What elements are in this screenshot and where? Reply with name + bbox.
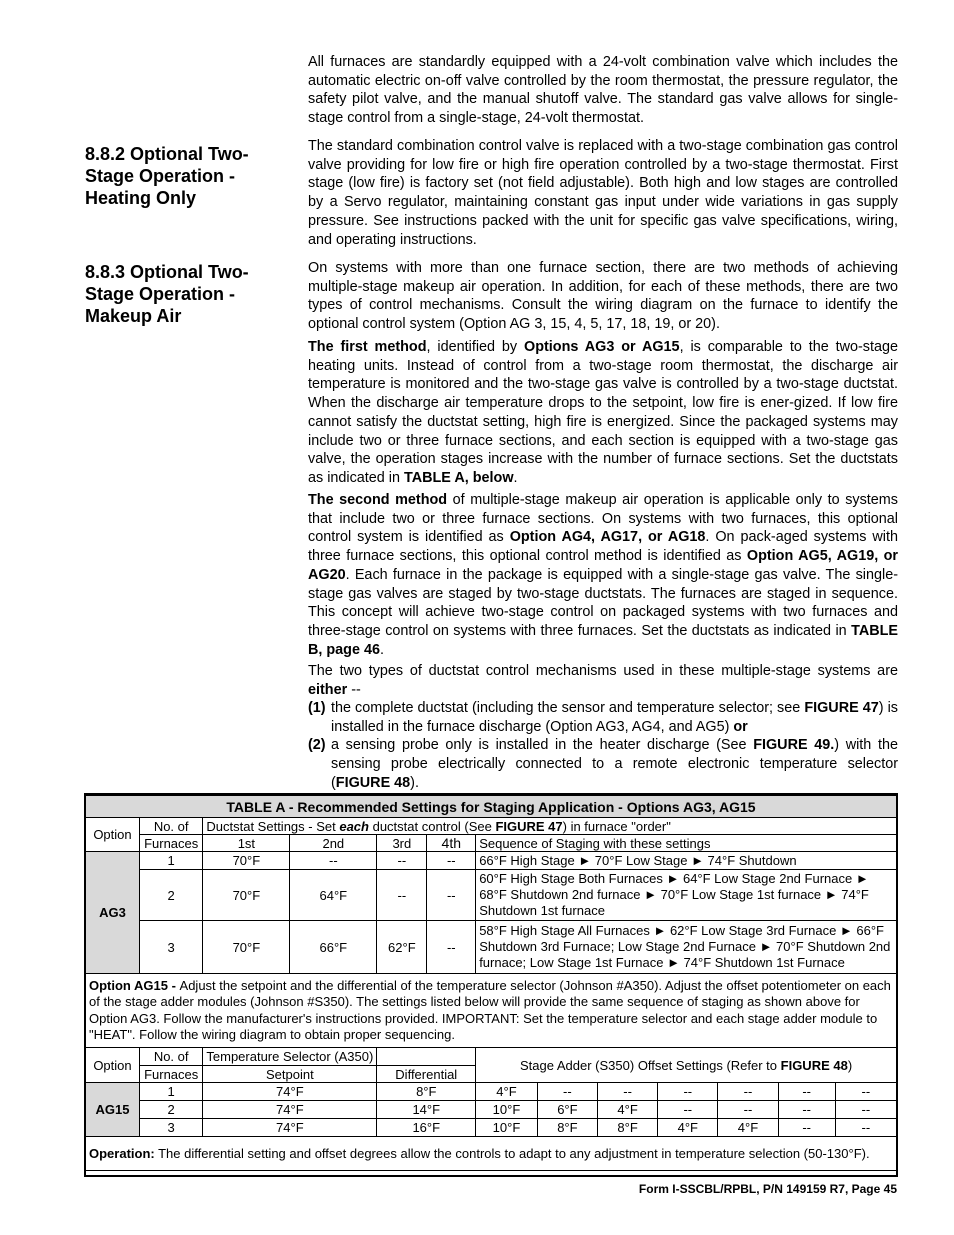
section-882-body: The standard combination control valve is replaced with a two-stage combination gas control valve providing for low fire or high fire operation controlled by a two-stage thermostat. First stage (low fire) is factory set (not field adjustable). Both high and low stages are controlled by a Servo regulator, maintaining constant gas input under wide variations in gas supply pressure. See instructions packed with the unit for specific gas valve specifications, wiring, and operating instructions. xyxy=(308,138,898,248)
first-method-label: The first method xyxy=(308,339,427,355)
cell-offset: 4°F xyxy=(718,1119,778,1137)
text-span: ductstat control (See xyxy=(368,818,496,834)
cell-offset: -- xyxy=(778,1101,835,1119)
list-number: (2) xyxy=(308,737,326,754)
header-3rd: 3rd xyxy=(377,835,427,852)
header-option: Option xyxy=(86,1048,140,1083)
text-span: a sensing probe only is installed in the heater discharge (See xyxy=(331,737,754,754)
cell-sequence: 60°F High Stage Both Furnaces ► 64°F Low Stage 2nd Furnace ► 68°F Shutdown 2nd furnace ► 70°F Low Stage 1st furnace ► 74°F Shutdown 1st furnace xyxy=(476,870,897,921)
operation-lead: Operation: xyxy=(89,1145,155,1161)
section-883-para-1: On systems with more than one furnace section, there are two methods of achieving multiple-stage makeup air operation. In addition, for each of these methods, there are two types of control mechanisms. Consult the wiring diagram on the furnace to identify the optional control system (Option AG 3, 15, 4, 5, 17, 18, 19, or 20). xyxy=(308,260,898,333)
text-span: The two types of ductstat control mechanisms used in these multiple-stage systems are xyxy=(308,663,898,679)
text-span: . xyxy=(379,641,384,658)
header-setpoint: Setpoint xyxy=(203,1066,377,1083)
cell-2nd: 64°F xyxy=(290,870,377,921)
cell-setpoint: 74°F xyxy=(203,1083,377,1101)
cell-offset: -- xyxy=(597,1083,657,1101)
cell-3rd: -- xyxy=(377,852,427,870)
header-temp-selector: Temperature Selector (A350) xyxy=(203,1048,377,1066)
cell-offset: -- xyxy=(718,1083,778,1101)
header-1st: 1st xyxy=(203,835,290,852)
ag15-label: AG15 xyxy=(86,1083,140,1137)
cell-4th: -- xyxy=(427,921,476,974)
cell-furnaces: 2 xyxy=(139,870,202,921)
header-furnaces: Furnaces xyxy=(139,1066,202,1083)
section-882-heading: 8.8.2 Optional Two-Stage Operation - Heating Only xyxy=(85,144,249,208)
or-emphasis: or xyxy=(733,718,748,735)
list-text xyxy=(331,736,898,792)
cell-offset: -- xyxy=(537,1083,597,1101)
either-emphasis: either xyxy=(308,681,348,698)
cell-furnaces: 3 xyxy=(139,1119,202,1137)
list-item xyxy=(308,699,898,736)
figure-ref: FIGURE 48 xyxy=(335,774,411,791)
cell-offset: 4°F xyxy=(658,1119,718,1137)
text-span: ) xyxy=(847,1057,853,1073)
figure-ref: FIGURE 48 xyxy=(780,1057,848,1073)
text-span: , is comparable to the two-stage heating units. Instead of control from a two-stage room thermostat, the discharge air temperature is monitored and the two-stage gas valve is controlled by a two-stage ductstat. When the discharge air temperature drops to the setpoint, low fire is ener-gized. If low fire cannot satisfy the ductstat setting, high fire is energized. Since the packaged systems may include two or three furnace sections, and each section is equipped with a two-stage gas valve, the operation stages increase with the number of furnace sections. Set the ductstats as indicated in xyxy=(308,339,899,486)
cell-differential: 16°F xyxy=(377,1119,476,1137)
text-span: Adjust the setpoint and the differential of the temperature selector (Johnson #A350). Adjust the offset potentiometer on each of the stage adder modules (Johnson #S350). The settings listed below will provide the same sequence of staging as shown above for Option AG3. Follow the manufacturer's instructions provided. IMPORTANT: Set the temperature selector and each stage adder module to "HEAT". Follow the wiring diagram to obtain proper sequencing. xyxy=(89,977,891,1042)
each-emphasis: each xyxy=(339,818,369,834)
text-span: ) in furnace "order" xyxy=(562,818,671,834)
cell-sequence: 66°F High Stage ► 70°F Low Stage ► 74°F Shutdown xyxy=(476,852,897,870)
table-a-ref: TABLE A, below xyxy=(404,469,514,486)
cell-offset: 6°F xyxy=(537,1101,597,1119)
cell-offset: -- xyxy=(835,1119,896,1137)
text-span: ) with the sensing probe electrically connected to a remote electronic temperature selector ( xyxy=(331,737,898,791)
cell-1st: 70°F xyxy=(203,852,290,870)
text-span: ). xyxy=(410,774,419,791)
cell-offset: -- xyxy=(778,1083,835,1101)
cell-offset: 8°F xyxy=(537,1119,597,1137)
cell-offset: 8°F xyxy=(597,1119,657,1137)
cell-furnaces: 1 xyxy=(139,1083,202,1101)
header-spacer xyxy=(377,1048,476,1066)
cell-sequence: 58°F High Stage All Furnaces ► 62°F Low Stage 3rd Furnace ► 66°F Shutdown 3rd Furnace; Low Stage 2nd Furnace ► 70°F Shutdown 2nd furnace; Low Stage 1st Furnace ► 74°F Shutdown 1st Furnace xyxy=(476,921,897,974)
section-883-para-4 xyxy=(308,662,898,699)
cell-differential: 8°F xyxy=(377,1083,476,1101)
ag15-note xyxy=(86,974,897,1048)
mechanism-list xyxy=(308,699,898,793)
section-883-para-3 xyxy=(308,491,898,659)
figure-ref: FIGURE 47 xyxy=(804,700,879,716)
cell-1st: 70°F xyxy=(203,921,290,974)
cell-offset: 4°F xyxy=(597,1101,657,1119)
text-span: Ductstat Settings - Set xyxy=(206,818,340,834)
ag3-label: AG3 xyxy=(86,852,140,974)
cell-setpoint: 74°F xyxy=(203,1101,377,1119)
header-differential: Differential xyxy=(377,1066,476,1083)
text-span: , identified by xyxy=(426,339,525,355)
header-4th: 4th xyxy=(427,835,476,852)
header-stage-adder xyxy=(476,1048,897,1083)
page-footer: Form I-SSCBL/RPBL, P/N 149159 R7, Page 45 xyxy=(638,1182,897,1196)
intro-paragraph: All furnaces are standardly equipped with a 24-volt combination valve which includes the automatic electric on-off valve controlled by the room thermostat, the pressure regulator, the safety pilot valve, and the manual shutoff valve. The standard gas valve allows for single-stage control from a single-stage, 24-volt thermostat. xyxy=(308,54,898,127)
operation-note xyxy=(86,1137,897,1171)
header-no-of: No. of xyxy=(139,1048,202,1066)
cell-offset: -- xyxy=(658,1101,718,1119)
cell-furnaces: 3 xyxy=(139,921,202,974)
header-no-of: No. of xyxy=(139,818,202,835)
header-furnaces: Furnaces xyxy=(139,835,202,852)
section-883-heading: 8.8.3 Optional Two-Stage Operation - Makeup Air xyxy=(85,262,249,326)
text-span: the complete ductstat (including the sensor and temperature selector; see xyxy=(331,700,805,716)
option-ref: Option AG4, AG17, or AG18 xyxy=(509,529,706,546)
cell-setpoint: 74°F xyxy=(203,1119,377,1137)
cell-4th: -- xyxy=(427,852,476,870)
list-text xyxy=(331,699,898,736)
cell-3rd: 62°F xyxy=(377,921,427,974)
cell-1st: 70°F xyxy=(203,870,290,921)
cell-2nd: -- xyxy=(290,852,377,870)
header-sequence: Sequence of Staging with these settings xyxy=(476,835,897,852)
cell-furnaces: 1 xyxy=(139,852,202,870)
cell-offset: 10°F xyxy=(476,1119,538,1137)
text-span: . On pack-aged systems with three furnace sections, this optional control method is identified as xyxy=(308,529,898,565)
cell-2nd: 66°F xyxy=(290,921,377,974)
list-number: (1) xyxy=(308,700,326,716)
option-ref: Option AG5, AG19, or AG20 xyxy=(308,548,898,583)
cell-furnaces: 2 xyxy=(139,1101,202,1119)
section-883-para-2 xyxy=(308,338,898,488)
cell-offset: 10°F xyxy=(476,1101,538,1119)
cell-offset: -- xyxy=(658,1083,718,1101)
table-a xyxy=(85,795,897,1171)
cell-4th: -- xyxy=(427,870,476,921)
cell-offset: -- xyxy=(835,1083,896,1101)
header-ductstat-settings xyxy=(203,818,897,835)
second-method-label: The second method xyxy=(308,492,448,508)
text-span: of multiple-stage makeup air operation is applicable only to systems that include two or three furnace sections. On systems with two furnaces, this optional control system is identified as xyxy=(308,492,898,546)
cell-differential: 14°F xyxy=(377,1101,476,1119)
figure-ref: FIGURE 47 xyxy=(495,818,563,834)
text-span: Stage Adder (S350) Offset Settings (Refer to xyxy=(520,1057,781,1073)
cell-3rd: -- xyxy=(377,870,427,921)
ag15-note-lead: Option AG15 - xyxy=(89,977,180,993)
cell-offset: -- xyxy=(778,1119,835,1137)
option-ref: Options AG3 or AG15 xyxy=(524,339,680,355)
table-title: TABLE A - Recommended Settings for Staging Application - Options AG3, AG15 xyxy=(86,796,897,818)
cell-offset: -- xyxy=(835,1101,896,1119)
cell-offset: -- xyxy=(718,1101,778,1119)
cell-offset: 4°F xyxy=(476,1083,538,1101)
table-b-ref: TABLE B, page 46 xyxy=(308,622,898,658)
text-span: -- xyxy=(347,681,361,698)
text-span: ) is installed in the furnace discharge (Option AG3, AG4, and AG5) xyxy=(331,700,899,735)
header-option: Option xyxy=(86,818,140,852)
text-span: . xyxy=(513,469,518,486)
header-2nd: 2nd xyxy=(290,835,377,852)
text-span: The differential setting and offset degrees allow the controls to adapt to any adjustment in temperature selection (50-130°F). xyxy=(154,1145,870,1161)
text-span: . Each furnace in the package is equipped with a single-stage gas valve. The single-stage gas valves are staged by two-stage ductstats. The furnaces are staged in sequence. This concept will achieve two-stage control on packaged systems with two furnaces and three-stage control on systems with three furnaces. Set the ductstats as indicated in xyxy=(308,566,898,639)
figure-ref: FIGURE 49. xyxy=(753,737,835,754)
list-item xyxy=(308,736,898,792)
